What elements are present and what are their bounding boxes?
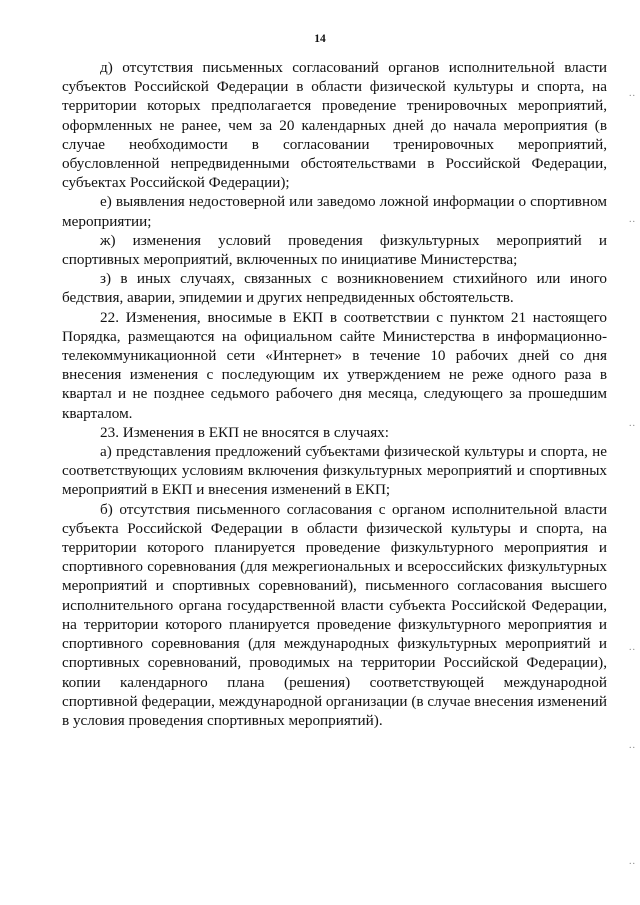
paragraph-a: а) представления предложений субъектами физической культуры и спорта, не соответствующих условиям включения физкультурных мероприятий и спортивных мероприятий в ЕКП и внесения изменений в ЕКП; — [62, 443, 607, 499]
margin-scan-mark: .. — [629, 642, 636, 653]
margin-scan-mark: .. — [629, 856, 636, 867]
paragraph-23: 23. Изменения в ЕКП не вносятся в случаях: — [100, 423, 390, 441]
margin-scan-mark: .. — [629, 88, 636, 99]
paragraph-e: е) выявления недостоверной или заведомо ложной информации о спортивном мероприятии; — [62, 193, 607, 230]
paragraph-z: з) в иных случаях, связанных с возникновением стихийного или иного бедствия, аварии, эпидемии и других непредвиденных обстоятельств. — [62, 270, 607, 307]
margin-scan-mark: .. — [629, 740, 636, 751]
margin-scan-mark: .. — [629, 418, 636, 429]
margin-scan-mark: .. — [629, 214, 636, 225]
paragraph-b: б) отсутствия письменного согласования с органом исполнительной власти субъекта Российской Федерации в области физической культуры и спорта, на территории которого планируется проведение физкультурного мероприятия и спортивного соревнования (для межрегиональных и всероссийских физкультурных мероприятий и спортивных соревнований), письменного согласования высшего исполнительного органа государственной власти субъекта Российской Федерации, на территории которого планируется проведение физкультурного мероприятия и спортивного соревнования (для международных физкультурных мероприятий и спортивных соревнований, проводимых на территории Российской Федерации), копии календарного плана (решения) соответствующей международной спортивной федерации, международной организации (в случае внесения изменений в условия проведения спортивных мероприятий). — [62, 500, 607, 729]
page-number: 14 — [314, 33, 326, 45]
paragraph-d: д) отсутствия письменных согласований органов исполнительной власти субъектов Российской Федерации в области физической культуры и спорта, на территории которых предполагается проведение тренировочных мероприятий, оформленных не ранее, чем за 20 календарных дней до начала мероприятия (в случае необходимости в согласовании тренировочных мероприятий, обусловленной непредвиденными обстоятельствами в Российской Федерации, субъектах Российской Федерации); — [62, 59, 607, 192]
paragraph-22: 22. Изменения, вносимые в ЕКП в соответствии с пунктом 21 настоящего Порядка, размещаются на официальном сайте Министерства в информационно-телекоммуникационной сети «Интернет» в течение 10 рабочих дней со дня внесения изменения с последующим их утверждением не реже одного раза в квартал и не позднее седьмого рабочего дня месяца, следующего за прошедшим кварталом. — [62, 308, 607, 422]
paragraph-zh: ж) изменения условий проведения физкультурных мероприятий и спортивных мероприятий, включенных по инициативе Министерства; — [62, 231, 607, 269]
